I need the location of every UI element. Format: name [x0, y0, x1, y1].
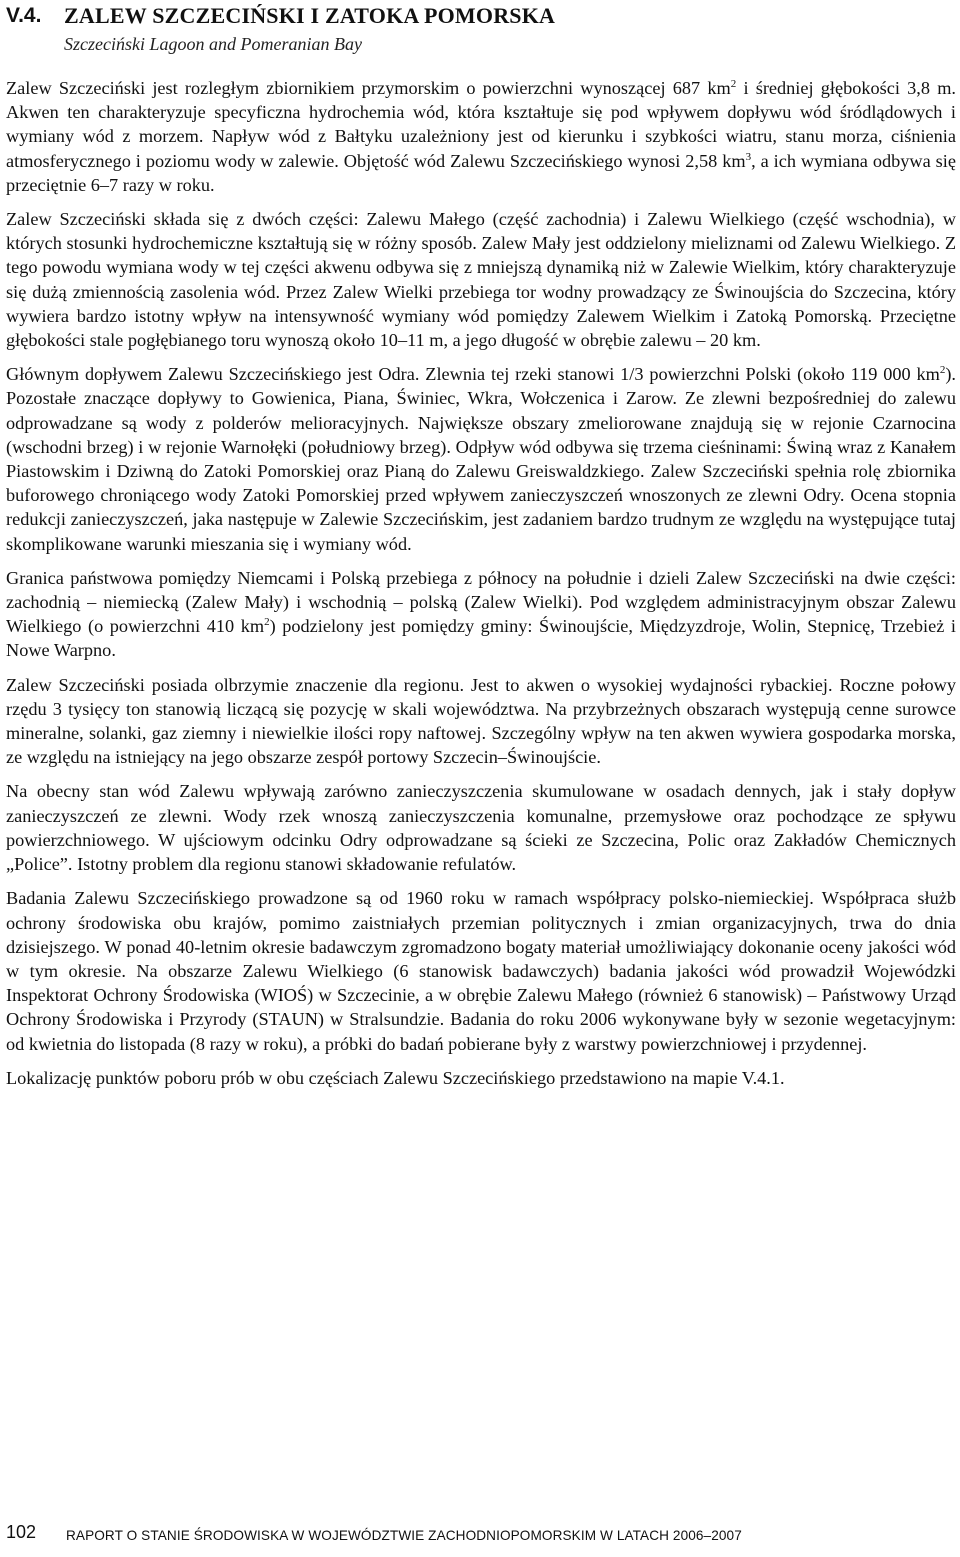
running-title: RAPORT O STANIE ŚRODOWISKA W WOJEWÓDZTWIE ZACHODNIOPOMORSKIM W LATACH 2006–2007 — [66, 1528, 742, 1543]
body-text — [6, 76, 956, 1100]
paragraph-2: Zalew Szczeciński składa się z dwóch części: Zalewu Małego (część zachodnia) i Zalewu Wielkiego (część wschodnia), w których stosunki hydrochemiczne kształtują się w różny sposób. Zalew Mały jest oddzielony mieliznami od Zalewu Wielkiego. Z tego powodu wymiana wody w tej części akwenu odbywa się z mniejszą dynamiką niż w Zalewie Wielkim, który charakteryzuje się dużą zmiennością zasolenia wód. Przez Zalew Wielki przebiega tor wodny prowadzący ze Świnoujścia do Szczecina, który wywiera bardzo istotny wpływ na intensywność wymiany wód pomiędzy Zalewem Wielkim i Zatoką Pomorską. Przeciętne głębokości stale pogłębianego toru wynoszą około 10–11 m, a jego długość w obrębie zalewu – 20 km. — [6, 209, 956, 351]
section-title: ZALEW SZCZECIŃSKI I ZATOKA POMORSKA — [64, 3, 556, 28]
section-subtitle: Szczeciński Lagoon and Pomeranian Bay — [64, 34, 362, 54]
paragraph-4-text-a: Granica państwowa pomiędzy Niemcami i Polską przebiega z północy na południe i dzieli Zalew Szczeciński na dwie części: zachodnią – niemiecką (Zalew Mały) i wschodnią – polską (Zalew Wielki). Pod względem administracyjnym obszar Zalewu Wielkiego (o powierzchni 410 km — [6, 567, 956, 637]
paragraph-3-text-b: ). Pozostałe znaczące dopływy to Gowienica, Piana, Świniec, Wkra, Wołczenica i Zarow. Ze zlewni bezpośredniej do zalewu odprowadzane są wody z polderów melioracyjnych. Największe obszary zmeliorowane znajdują się w rejonie Czarnocina (wschodni brzeg) i w rejonie Warnołęki (południowy brzeg). Odpływ wód odbywa się trzema cieśninami: Świną wraz z Kanałem Piastowskim i Dziwną do Zatoki Pomorskiej oraz Pianą do Zalewu Greiswaldzkiego. Zalew Szczeciński spełnia rolę zbiornika buforowego chroniącego wody Zatoki Pomorskiej przed wpływem zanieczyszczeń wnoszonych ze zlewni Odry. Ocena stopnia redukcji zanieczyszczeń, jaka następuje w Zalewie Szczecińskim, jest zadaniem bardzo trudnym ze względu na występujące tutaj skomplikowane warunki mieszania się i wymiany wód. — [6, 364, 956, 554]
paragraph-1-text-a: Zalew Szczeciński jest rozległym zbiornikiem przymorskim o powierzchni wynoszącej 687 km — [6, 78, 731, 98]
paragraph-4-text-b: ) podzielony jest pomiędzy gminy: Świnoujście, Międzyzdroje, Wolin, Stepnicę, Trzebież i Nowe Warpno. — [6, 616, 956, 661]
paragraph-1-text-b: i średniej głębokości 3,8 m. Akwen ten charakteryzuje specyficzna hydrochemia wód, która kształtuje się pod wpływem dopływu wód śródlądowych i wymiany wód z morzem. Napływ wód z Bałtyku uzależniony jest od kierunku i szybkości wiatru, stanu morza, ciśnienia atmosferycznego i poziomu wody w zalewie. Objętość wód Zalewu Szczecińskiego wynosi 2,58 km — [6, 78, 956, 171]
paragraph-1 — [6, 76, 956, 197]
paragraph-3-text-a: Głównym dopływem Zalewu Szczecińskiego jest Odra. Zlewnia tej rzeki stanowi 1/3 powierzchni Polski (około 119 000 km — [6, 364, 940, 385]
superscript-km2: 2 — [730, 77, 737, 90]
superscript-km2: 2 — [264, 616, 270, 629]
paragraph-6: Na obecny stan wód Zalewu wpływają zarówno zanieczyszczenia skumulowane w osadach dennych, jak i stały dopływ zanieczyszczeń ze zlewni. Wody rzek wnoszą zanieczyszczenia komunalne, przemysłowe oraz pochodzące ze spływu powierzchniowego. W ujściowym odcinku Odry odprowadzane są ścieki ze Szczecina, Polic oraz Zakładów Chemicznych „Police”. Istotny problem dla regionu stanowi składowanie refulatów. — [6, 781, 956, 875]
paragraph-4 — [6, 566, 956, 663]
page-number: 102 — [6, 1522, 37, 1542]
paragraph-1-text-c: , a ich wymiana odbywa się przeciętnie 6–7 razy w roku. — [6, 150, 956, 195]
paragraph-7: Badania Zalewu Szczecińskiego prowadzone są od 1960 roku w ramach współpracy polsko-niemieckiej. Współpraca służb ochrony środowiska obu krajów, pomimo zaistniałych przemian politycznych i zmian organizacyjnych, trwa do dnia dzisiejszego. W ponad 40-letnim okresie badawczym zgromadzono bogaty materiał umożliwiający dokonanie oceny jakości wód w tym okresie. Na obszarze Zalewu Wielkiego (6 stanowisk badawczych) badania jakości wód prowadził Wojewódzki Inspektorat Ochrony Środowiska (WIOŚ) w Szczecinie, a w obrębie Zalewu Małego (również 6 stanowisk) – Państwowy Urząd Ochrony Środowiska i Przyrody (STAUN) w Stralsundzie. Badania do roku 2006 wykonywane były w sezonie wegetacyjnym: od kwietnia do listopada (8 razy w roku), a próbki do badań pobierane były z warstwy powierzchniowej i przydennej. — [6, 888, 956, 1054]
superscript-km3: 3 — [745, 150, 752, 163]
paragraph-3 — [6, 362, 956, 556]
section-number: V.4. — [6, 4, 42, 27]
page-footer — [6, 1521, 956, 1547]
paragraph-5: Zalew Szczeciński posiada olbrzymie znaczenie dla regionu. Jest to akwen o wysokiej wydajności rybackiej. Roczne połowy rzędu 3 tysięcy ton stanowią liczącą się pozycję w skali województwa. Na przybrzeżnych obszarach występują cenne surowce mineralne, solanki, gaz ziemny i niewielkie ilości ropy naftowej. Szczególny wpływ na ten akwen wywiera gospodarka morska, ze względu na istniejący na jego obszarze zespół portowy Szczecin–Świnoujście. — [6, 674, 956, 768]
paragraph-8: Lokalizację punktów poboru prób w obu częściach Zalewu Szczecińskiego przedstawiono na mapie V.4.1. — [6, 1067, 785, 1088]
superscript-km2: 2 — [939, 364, 946, 377]
